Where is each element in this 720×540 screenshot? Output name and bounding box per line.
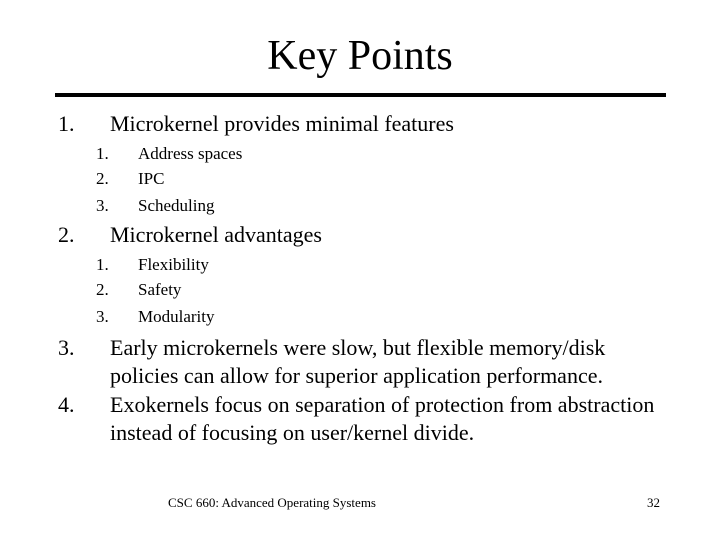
list-number: 2. <box>58 222 75 247</box>
slide-title: Key Points <box>267 33 453 79</box>
list-text: Microkernel advantages <box>110 222 322 247</box>
list-text: Exokernels focus on separation of protection from abstraction instead of focusing on user/kernel divide. <box>110 392 655 445</box>
list-text: Microkernel provides minimal features <box>110 111 454 136</box>
sub-number: 3. <box>96 307 109 326</box>
slide-footer: CSC 660: Advanced Operating Systems <box>168 495 376 510</box>
sub-text: Address spaces <box>138 144 243 163</box>
list-text: Early microkernels were slow, but flexible memory/disk policies can allow for superior application performance. <box>110 335 606 388</box>
list-number: 1. <box>58 111 75 136</box>
title-divider <box>55 93 666 97</box>
sub-number: 1. <box>96 144 109 163</box>
sub-number: 2. <box>96 280 109 299</box>
list-number: 3. <box>58 335 75 360</box>
sub-text: IPC <box>138 169 165 188</box>
sub-number: 3. <box>96 196 109 215</box>
page-number: 32 <box>647 495 660 510</box>
sub-text: Modularity <box>138 307 215 326</box>
list-number: 4. <box>58 392 75 417</box>
sub-number: 2. <box>96 169 109 188</box>
sub-text: Flexibility <box>138 255 209 274</box>
sub-text: Scheduling <box>138 196 215 215</box>
sub-text: Safety <box>138 280 182 299</box>
sub-number: 1. <box>96 255 109 274</box>
